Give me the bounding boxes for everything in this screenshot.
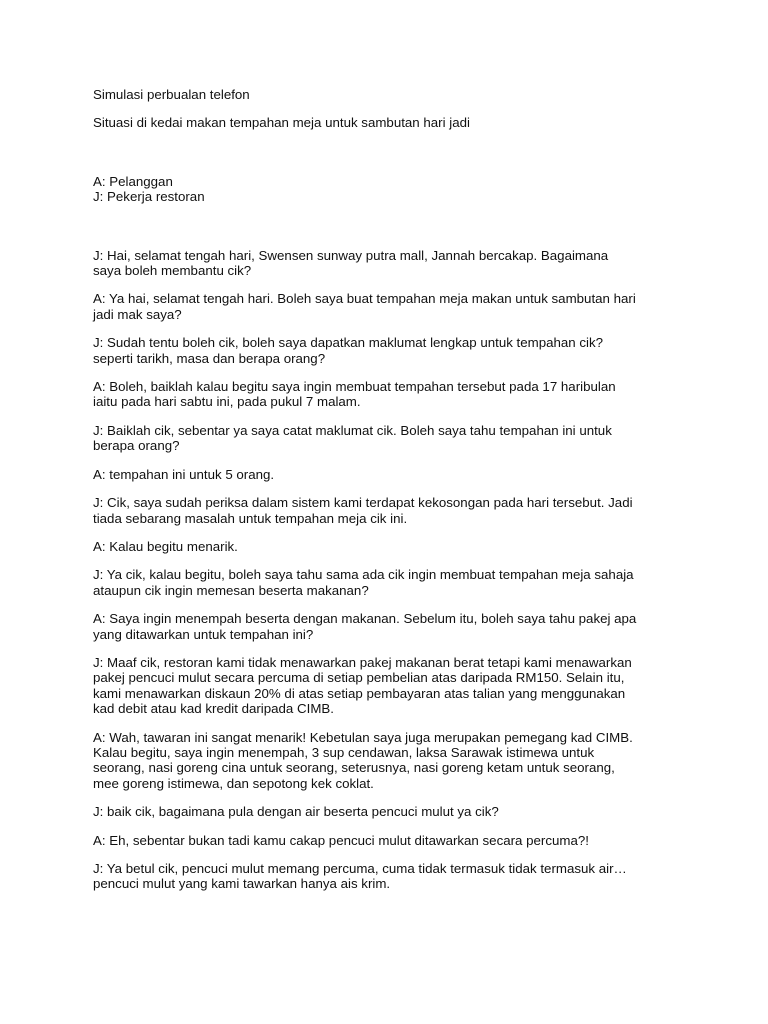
- dialogue-line: saya boleh membantu cik?: [93, 263, 252, 279]
- role-staff: J: Pekerja restoran: [93, 189, 205, 205]
- dialogue-line: A: Ya hai, selamat tengah hari. Boleh saya buat tempahan meja makan untuk sambutan hari: [93, 291, 636, 307]
- dialogue-line: A: Eh, sebentar bukan tadi kamu cakap pencuci mulut ditawarkan secara percuma?!: [93, 832, 589, 848]
- dialogue: [93, 248, 693, 892]
- dialogue-paragraph: [93, 335, 693, 366]
- paragraph-gap: [93, 717, 693, 730]
- document-title: Simulasi perbualan telefon: [93, 87, 250, 102]
- dialogue-line: A: Kalau begitu menarik.: [93, 538, 238, 554]
- dialogue-line: J: Cik, saya sudah periksa dalam sistem kami terdapat kekosongan pada hari tersebut. Jadi: [93, 495, 633, 511]
- dialogue-line: A: tempahan ini untuk 5 orang.: [93, 466, 275, 482]
- dialogue-paragraph: [93, 467, 693, 482]
- dialogue-line: J: Sudah tentu boleh cik, boleh saya dapatkan maklumat lengkap untuk tempahan cik?: [93, 335, 604, 351]
- dialogue-line: Kalau begitu, saya ingin menempah, 3 sup cendawan, laksa Sarawak istimewa untuk: [93, 744, 595, 760]
- role-customer: A: Pelanggan: [93, 173, 173, 189]
- dialogue-line: J: Maaf cik, restoran kami tidak menawarkan pakej makanan berat tetapi kami menawarkan: [93, 654, 632, 670]
- dialogue-paragraph: [93, 804, 693, 819]
- dialogue-paragraph: [93, 567, 693, 598]
- dialogue-paragraph: [93, 248, 693, 279]
- paragraph-gap: [93, 322, 693, 335]
- dialogue-paragraph: [93, 833, 693, 848]
- dialogue-line: seperti tarikh, masa dan berapa orang?: [93, 350, 326, 366]
- paragraph-gap: [93, 482, 693, 495]
- paragraph-gap: [93, 410, 693, 423]
- paragraph-gap: [93, 366, 693, 379]
- dialogue-line: pencuci mulut yang kami tawarkan hanya ais krim.: [93, 876, 391, 892]
- paragraph-gap: [93, 454, 693, 467]
- dialogue-line: A: Boleh, baiklah kalau begitu saya ingin membuat tempahan tersebut pada 17 haribulan: [93, 379, 616, 395]
- document-body: [93, 87, 693, 892]
- paragraph-gap: [93, 278, 693, 291]
- dialogue-line: kami menawarkan diskaun 20% di atas setiap pembayaran atas talian yang menggunakan: [93, 685, 626, 701]
- dialogue-paragraph: [93, 730, 693, 792]
- paragraph-gap: [93, 526, 693, 539]
- dialogue-paragraph: [93, 861, 693, 892]
- dialogue-line: J: Baiklah cik, sebentar ya saya catat maklumat cik. Boleh saya tahu tempahan ini untuk: [93, 422, 612, 438]
- dialogue-paragraph: [93, 291, 693, 322]
- paragraph-gap: [93, 598, 693, 611]
- document-situation: Situasi di kedai makan tempahan meja untuk sambutan hari jadi: [93, 115, 470, 131]
- dialogue-line: A: Saya ingin menempah beserta dengan makanan. Sebelum itu, boleh saya tahu pakej apa: [93, 611, 637, 627]
- paragraph-gap: [93, 820, 693, 833]
- paragraph-gap: [93, 791, 693, 804]
- roles-list: [93, 174, 693, 205]
- dialogue-paragraph: [93, 611, 693, 642]
- dialogue-line: J: Ya cik, kalau begitu, boleh saya tahu sama ada cik ingin membuat tempahan meja sahaja: [93, 567, 634, 583]
- dialogue-line: iaitu pada hari sabtu ini, pada pukul 7 malam.: [93, 394, 361, 410]
- dialogue-line: ataupun cik ingin memesan beserta makanan?: [93, 582, 369, 598]
- paragraph-gap: [93, 554, 693, 567]
- dialogue-line: mee goreng istimewa, dan sepotong kek coklat.: [93, 775, 374, 791]
- dialogue-paragraph: [93, 539, 693, 554]
- dialogue-paragraph: [93, 423, 693, 454]
- dialogue-line: J: baik cik, bagaimana pula dengan air beserta pencuci mulut ya cik?: [93, 804, 499, 820]
- dialogue-line: yang ditawarkan untuk tempahan ini?: [93, 626, 314, 642]
- dialogue-paragraph: [93, 495, 693, 526]
- dialogue-line: berapa orang?: [93, 438, 180, 454]
- dialogue-line: J: Hai, selamat tengah hari, Swensen sunway putra mall, Jannah bercakap. Bagaimana: [93, 247, 609, 263]
- dialogue-line: pakej pencuci mulut secara percuma di setiap pembelian atas daripada RM150. Selain itu,: [93, 670, 625, 686]
- dialogue-paragraph: [93, 379, 693, 410]
- paragraph-gap: [93, 642, 693, 655]
- dialogue-line: A: Wah, tawaran ini sangat menarik! Kebetulan saya juga merupakan pemegang kad CIMB.: [93, 729, 633, 745]
- dialogue-line: jadi mak saya?: [93, 306, 182, 322]
- dialogue-line: tiada sebarang masalah untuk tempahan meja cik ini.: [93, 510, 408, 526]
- dialogue-line: seorang, nasi goreng cina untuk seorang, seterusnya, nasi goreng ketam untuk seorang,: [93, 760, 615, 776]
- dialogue-paragraph: [93, 655, 693, 717]
- dialogue-line: J: Ya betul cik, pencuci mulut memang percuma, cuma tidak termasuk tidak termasuk air…: [93, 861, 627, 876]
- dialogue-line: kad debit atau kad kredit daripada CIMB.: [93, 701, 334, 717]
- paragraph-gap: [93, 848, 693, 861]
